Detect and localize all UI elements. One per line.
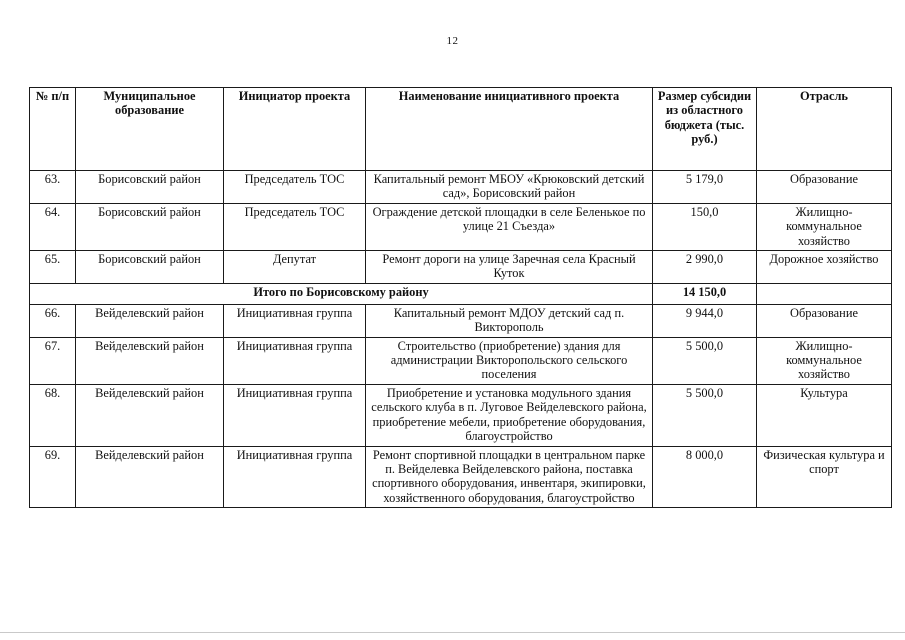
header-municipality: Муниципальное образование xyxy=(76,88,224,171)
cell-municipality: Вейделевский район xyxy=(76,304,224,337)
cell-sector: Дорожное хозяйство xyxy=(757,251,892,284)
cell-initiator: Инициативная группа xyxy=(224,337,366,384)
cell-subsidy: 5 500,0 xyxy=(653,337,757,384)
cell-number: 68. xyxy=(30,384,76,446)
table-row xyxy=(30,171,892,204)
cell-project: Приобретение и установка модульного здания сельского клуба в п. Луговое Вейделевского района, приобретение мебели, приобретение оборудования, благоустройство xyxy=(366,384,653,446)
table-row xyxy=(30,384,892,446)
cell-project: Строительство (приобретение) здания для администрации Викторопольского сельского поселения xyxy=(366,337,653,384)
table-row xyxy=(30,203,892,250)
cell-project: Ремонт спортивной площадки в центральном парке п. Вейделевка Вейделевского района, поставка спортивного оборудования, инвентаря, экипировки, хозяйственного оборудования, благоустройство xyxy=(366,446,653,508)
header-subsidy-amount: Размер субсидии из областного бюджета (тыс. руб.) xyxy=(653,88,757,171)
cell-number: 64. xyxy=(30,203,76,250)
header-project-name: Наименование инициативного проекта xyxy=(366,88,653,171)
cell-project: Ремонт дороги на улице Заречная села Красный Куток xyxy=(366,251,653,284)
total-row xyxy=(30,283,892,304)
total-empty-cell xyxy=(757,283,892,304)
cell-municipality: Борисовский район xyxy=(76,251,224,284)
cell-number: 69. xyxy=(30,446,76,508)
cell-sector: Жилищно-коммунальное хозяйство xyxy=(757,203,892,250)
scan-artifact-line xyxy=(0,632,905,633)
cell-number: 67. xyxy=(30,337,76,384)
cell-initiator: Депутат xyxy=(224,251,366,284)
cell-subsidy: 8 000,0 xyxy=(653,446,757,508)
page-number: 12 xyxy=(446,35,459,47)
table-row xyxy=(30,446,892,508)
table-header-row xyxy=(30,88,892,171)
cell-sector: Жилищно-коммунальное хозяйство xyxy=(757,337,892,384)
subsidy-table xyxy=(29,87,892,508)
table-row xyxy=(30,251,892,284)
cell-project: Капитальный ремонт МБОУ «Крюковский детский сад», Борисовский район xyxy=(366,171,653,204)
cell-number: 63. xyxy=(30,171,76,204)
cell-number: 66. xyxy=(30,304,76,337)
cell-initiator: Инициативная группа xyxy=(224,384,366,446)
cell-sector: Физическая культура и спорт xyxy=(757,446,892,508)
cell-subsidy: 150,0 xyxy=(653,203,757,250)
cell-subsidy: 2 990,0 xyxy=(653,251,757,284)
header-initiator: Инициатор проекта xyxy=(224,88,366,171)
cell-municipality: Вейделевский район xyxy=(76,384,224,446)
table-row xyxy=(30,337,892,384)
cell-sector: Образование xyxy=(757,304,892,337)
cell-initiator: Инициативная группа xyxy=(224,446,366,508)
table-row xyxy=(30,304,892,337)
cell-municipality: Борисовский район xyxy=(76,171,224,204)
cell-sector: Культура xyxy=(757,384,892,446)
cell-subsidy: 5 179,0 xyxy=(653,171,757,204)
total-label: Итого по Борисовскому району xyxy=(30,283,653,304)
cell-number: 65. xyxy=(30,251,76,284)
cell-initiator: Председатель ТОС xyxy=(224,203,366,250)
cell-municipality: Вейделевский район xyxy=(76,337,224,384)
cell-subsidy: 9 944,0 xyxy=(653,304,757,337)
cell-project: Капитальный ремонт МДОУ детский сад п. Викторополь xyxy=(366,304,653,337)
cell-initiator: Инициативная группа xyxy=(224,304,366,337)
cell-initiator: Председатель ТОС xyxy=(224,171,366,204)
cell-subsidy: 5 500,0 xyxy=(653,384,757,446)
cell-municipality: Борисовский район xyxy=(76,203,224,250)
header-sector: Отрасль xyxy=(757,88,892,171)
cell-municipality: Вейделевский район xyxy=(76,446,224,508)
total-value: 14 150,0 xyxy=(653,283,757,304)
header-number: № п/п xyxy=(30,88,76,171)
cell-project: Ограждение детской площадки в селе Беленькое по улице 21 Съезда» xyxy=(366,203,653,250)
cell-sector: Образование xyxy=(757,171,892,204)
